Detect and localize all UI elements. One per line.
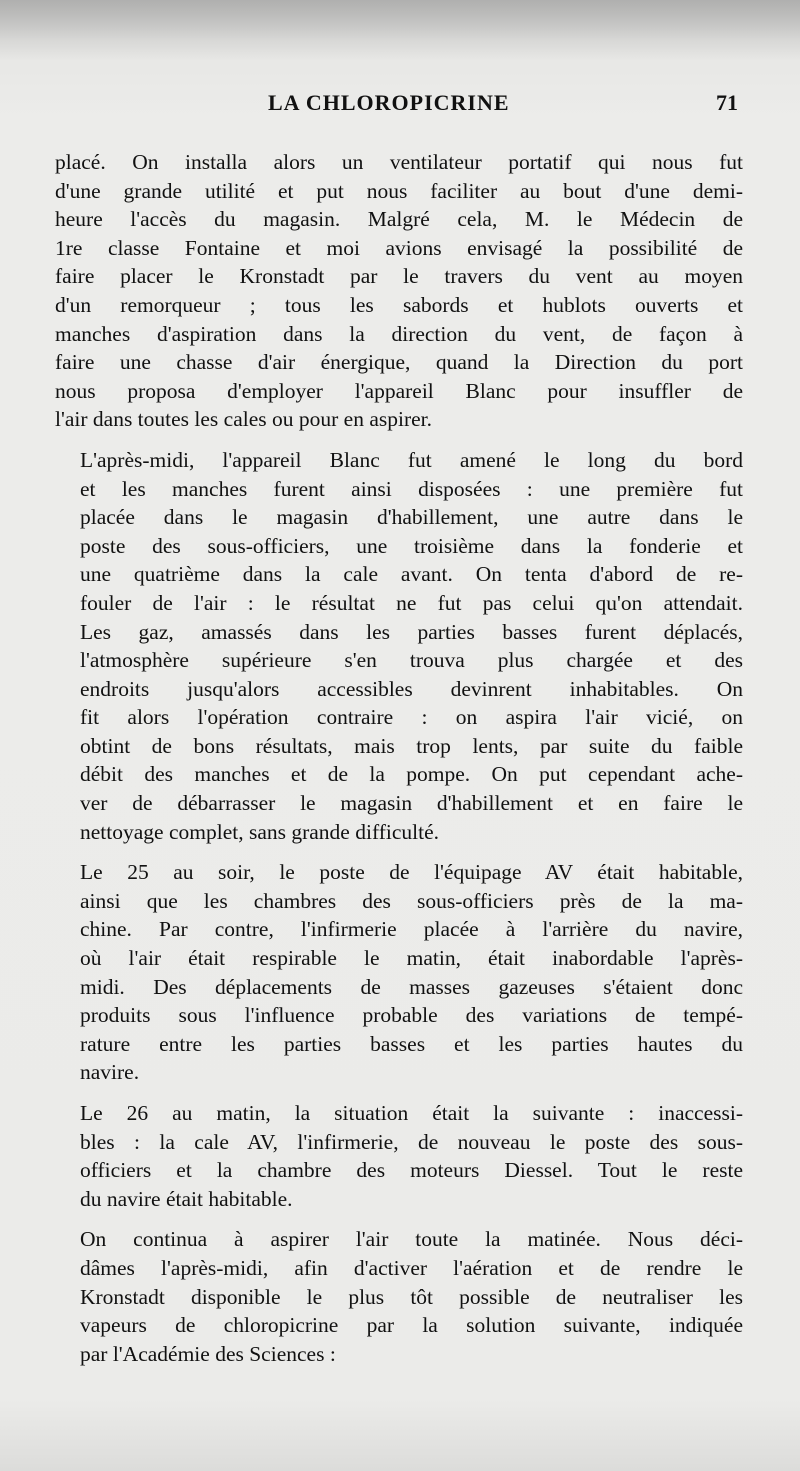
text-line: d'un remorqueur ; tous les sabords et hublots ouverts et — [55, 292, 743, 317]
text-line: nous proposa d'employer l'appareil Blanc pour insuffler de — [55, 378, 743, 403]
text-line: nettoyage complet, sans grande difficulté. — [80, 819, 440, 844]
text-line: ver de débarrasser le magasin d'habillement et en faire le — [80, 791, 743, 816]
text-line: navire. — [80, 1060, 140, 1085]
paragraph-1 — [55, 148, 743, 434]
running-title: LA CHLOROPICRINE — [268, 90, 510, 115]
text-line: L'après-midi, l'appareil Blanc fut amené le long du bord — [80, 447, 743, 472]
text-line: Le 26 au matin, la situation était la suivante : inaccessi- — [80, 1101, 743, 1125]
text-line: chine. Par contre, l'infirmerie placée à l'arrière du navire, — [80, 917, 743, 942]
text-line: débit des manches et de la pompe. On put cependant ache- — [80, 762, 743, 787]
paragraph-3 — [55, 858, 743, 1087]
text-line: bles : la cale AV, l'infirmerie, de nouveau le poste des sous- — [80, 1129, 743, 1154]
text-line: et les manches furent ainsi disposées : une première fut — [80, 476, 743, 501]
paragraph-4 — [55, 1099, 743, 1213]
text-line: poste des sous-officiers, une troisième dans la fonderie et — [80, 533, 743, 558]
text-line: fit alors l'opération contraire : on aspira l'air vicié, on — [80, 705, 743, 730]
text-line: placé. On installa alors un ventilateur portatif qui nous fut — [55, 150, 743, 174]
text-line: fouler de l'air : le résultat ne fut pas celui qu'on attendait. — [80, 590, 743, 615]
scan-shadow — [0, 0, 800, 60]
paragraph-2 — [55, 446, 743, 846]
text-line: manches d'aspiration dans la direction du vent, de façon à — [55, 321, 743, 346]
text-line: rature entre les parties basses et les parties hautes du — [80, 1031, 743, 1056]
text-line: Kronstadt disponible le plus tôt possible de neutraliser les — [80, 1284, 743, 1309]
text-line: heure l'accès du magasin. Malgré cela, M. le Médecin de — [55, 207, 743, 232]
text-line: l'air dans toutes les cales ou pour en aspirer. — [55, 407, 433, 432]
text-line: où l'air était respirable le matin, était inabordable l'après- — [80, 946, 743, 971]
page-header — [268, 90, 738, 124]
text-line: placée dans le magasin d'habillement, une autre dans le — [80, 505, 743, 530]
text-line: endroits jusqu'alors accessibles devinrent inhabitables. On — [80, 676, 743, 701]
text-line: obtint de bons résultats, mais trop lents, par suite du faible — [80, 733, 743, 758]
text-line: Les gaz, amassés dans les parties basses furent déplacés, — [80, 619, 743, 644]
text-line: une quatrième dans la cale avant. On tenta d'abord de re- — [80, 562, 743, 587]
text-line: vapeurs de chloropicrine par la solution suivante, indiquée — [80, 1313, 743, 1338]
text-line: du navire était habitable. — [80, 1186, 293, 1211]
text-line: ainsi que les chambres des sous-officiers près de la ma- — [80, 888, 743, 913]
text-line: faire placer le Kronstadt par le travers du vent au moyen — [55, 264, 743, 289]
text-line: 1re classe Fontaine et moi avions envisagé la possibilité de — [55, 235, 743, 260]
text-line: produits sous l'influence probable des variations de tempé- — [80, 1003, 743, 1028]
text-line: officiers et la chambre des moteurs Diessel. Tout le reste — [80, 1158, 743, 1183]
text-line: par l'Académie des Sciences : — [80, 1341, 336, 1366]
text-line: On continua à aspirer l'air toute la matinée. Nous déci- — [80, 1227, 743, 1252]
text-line: midi. Des déplacements de masses gazeuses s'étaient donc — [80, 974, 743, 999]
text-line: Le 25 au soir, le poste de l'équipage AV était habitable, — [80, 860, 743, 885]
text-line: dâmes l'après-midi, afin d'activer l'aération et de rendre le — [80, 1255, 743, 1280]
text-line: faire une chasse d'air énergique, quand la Direction du port — [55, 350, 743, 375]
text-line: l'atmosphère supérieure s'en trouva plus chargée et des — [80, 648, 743, 673]
body-text — [55, 148, 743, 1380]
paragraph-5 — [55, 1225, 743, 1368]
page-number: 71 — [716, 90, 738, 115]
text-line: d'une grande utilité et put nous faciliter au bout d'une demi- — [55, 178, 743, 203]
